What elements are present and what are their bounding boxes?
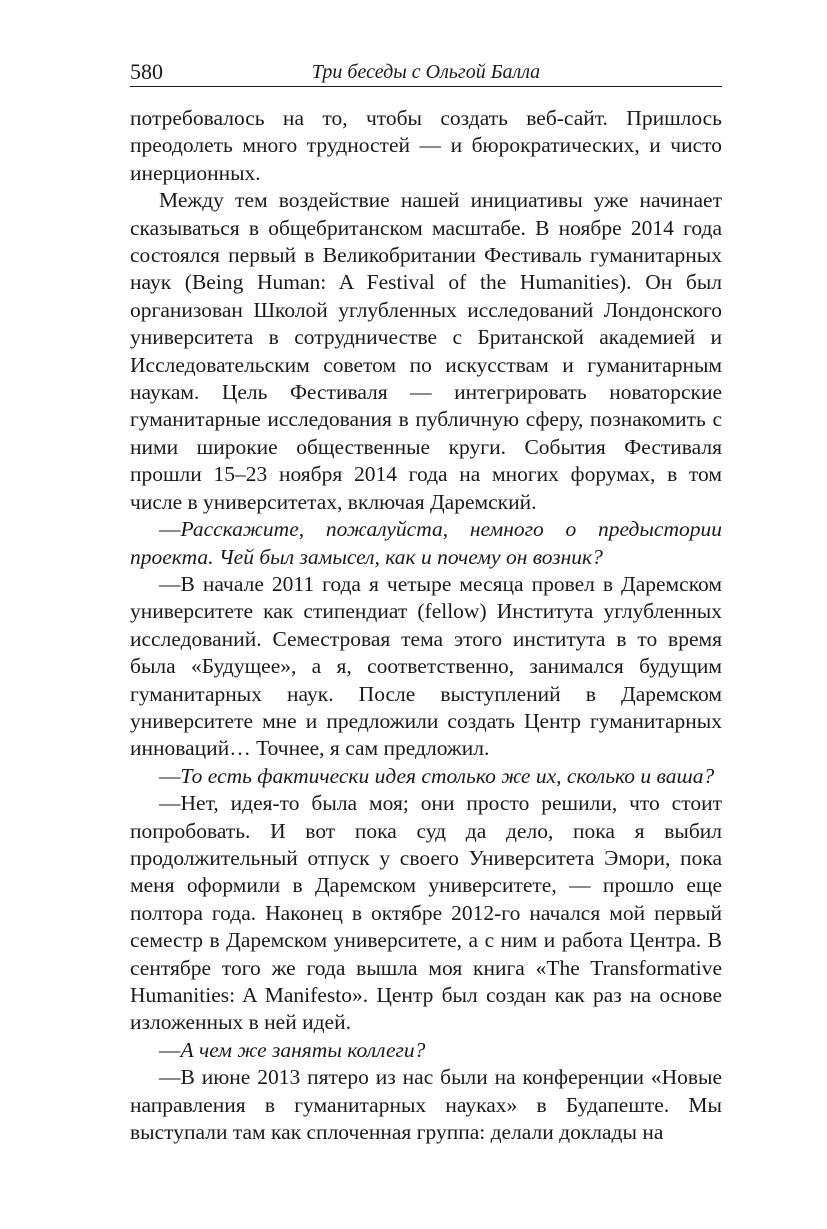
dash: — — [159, 517, 181, 542]
dash: — — [159, 1037, 181, 1062]
paragraph: Между тем воздействие нашей инициативы уже начинает сказываться в общебританском масштабе. В ноябре 2014 года состоялся первый в Великобритании Фестиваль гуманитарных наук (Being Human: A Festival of the Humanities). Он был организован Школой углубленных исследований Лондонского университета в сотрудничестве с Британской академией и Исследовательским советом по искусствам и гуманитарным наукам. Цель Фестиваля — интегрировать новаторские гуманитарные исследования в публичную сферу, познакомить с ними широкие общественные круги. События Фестиваля прошли 15–23 ноября 2014 года на многих форумах, в том числе в университетах, включая Даремский. — [130, 188, 722, 514]
interview-answer: —В начале 2011 года я четыре месяца провел в Даремском университете как стипендиат (fellow) Института углубленных исследований. Семестровая тема этого института в то время была «Будущее», а я, соответственно, занимался будущим гуманитарных наук. После выступлений в Даремском университете мне и предложили создать Центр гуманитарных инноваций… Точнее, я сам предложил. — [130, 571, 722, 761]
running-title: Три беседы с Ольгой Балла — [311, 61, 541, 83]
running-header — [130, 58, 722, 87]
interview-answer: —Нет, идея-то была моя; они просто решили, что стоит попробовать. И вот пока суд да дело, пока я выбил продолжительный отпуск у своего Университета Эмори, пока меня оформили в Даремском университете, — прошло еще полтора года. Наконец в октябре 2012-го начался мой первый семестр в Даремском университете, а с ним и работа Центра. В сентябре того же года вышла моя книга «The Transformative Humanities: A Manifesto». Центр был создан как раз на основе изложенных в ней идей. — [130, 791, 722, 1035]
interview-question — [130, 1037, 722, 1064]
question-text: А чем же заняты коллеги? — [180, 1037, 426, 1062]
interview-question — [130, 763, 722, 790]
page-number: 580 — [130, 59, 163, 84]
book-page — [130, 58, 722, 1146]
body-text — [130, 105, 722, 1146]
dash: — — [159, 763, 181, 788]
interview-question — [130, 516, 722, 571]
question-text: Расскажите, пожалуйста, немного о предыстории проекта. Чей был замысел, как и почему он возник? — [130, 517, 722, 569]
question-text: То есть фактически идея столько же их, сколько и ваша? — [180, 763, 715, 788]
interview-answer: —В июне 2013 пятеро из нас были на конференции «Новые направления в гуманитарных науках» в Будапеште. Мы выступали там как сплоченная группа: делали доклады на — [130, 1065, 722, 1145]
paragraph-continuation: потребовалось на то, чтобы создать веб-сайт. Пришлось преодолеть много трудностей — и бюрократических, и чисто инерционных. — [130, 106, 722, 185]
